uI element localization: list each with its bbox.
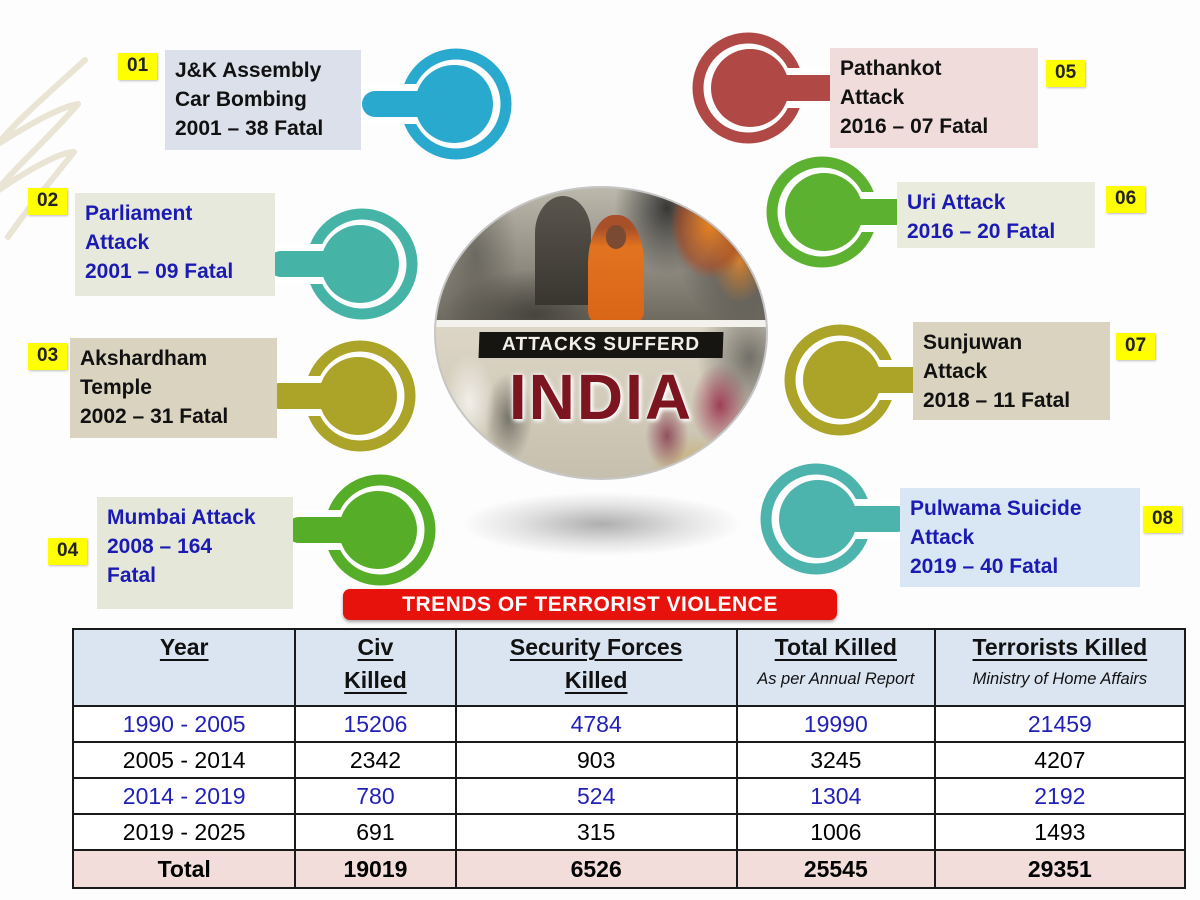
callout-06-text (897, 182, 1095, 248)
center-image (434, 186, 768, 480)
center-image-bottom-collage (436, 327, 766, 478)
callout-08-marker-icon (756, 461, 916, 577)
callout-line: Mumbai Attack (107, 506, 256, 529)
callout-02-text (75, 193, 275, 296)
cell-period: 2019 - 2025 (73, 814, 295, 850)
cell-period: 2005 - 2014 (73, 742, 295, 778)
callout-05-number-badge: 05 (1046, 60, 1085, 87)
cell-security: 315 (456, 814, 737, 850)
attacks-suffered-caption: ATTACKS SUFFERD (478, 332, 723, 358)
callout-06-number-badge: 06 (1106, 186, 1145, 213)
callout-line: J&K Assembly (175, 59, 322, 82)
callout-line: 2001 – 38 Fatal (175, 116, 324, 140)
center-image-shadow (462, 492, 742, 556)
callout-03-marker-icon (260, 338, 420, 454)
cell-security: 524 (456, 778, 737, 814)
callout-line: Temple (80, 375, 152, 399)
table-row (73, 706, 1185, 742)
callout-08-number-badge: 08 (1143, 506, 1182, 533)
cell-total: 25545 (737, 850, 935, 888)
cell-total: 1304 (737, 778, 935, 814)
cell-civ: 15206 (295, 706, 455, 742)
callout-02-marker-icon (262, 206, 422, 322)
callout-01-text (165, 50, 361, 150)
callout-line: Uri Attack (907, 191, 1006, 214)
cell-terrorists: 4207 (935, 742, 1185, 778)
callout-05-text (830, 48, 1038, 148)
callout-04-number-badge: 04 (48, 538, 87, 565)
cell-civ: 691 (295, 814, 455, 850)
header-terrorists-killed: Terrorists Killed Ministry of Home Affairs (935, 629, 1185, 706)
cell-civ: 19019 (295, 850, 455, 888)
callout-05-marker-icon (688, 30, 848, 146)
cell-civ: 780 (295, 778, 455, 814)
callout-line: 2008 – 164 (107, 534, 213, 558)
header-year: Year (73, 629, 295, 706)
cell-total: 19990 (737, 706, 935, 742)
table-row (73, 814, 1185, 850)
header-total-killed: Total Killed As per Annual Report (737, 629, 935, 706)
cell-period: Total (73, 850, 295, 888)
callout-line: 2016 – 20 Fatal (907, 219, 1056, 243)
trends-table (72, 628, 1186, 889)
section-title-banner: TRENDS OF TERRORIST VIOLENCE (343, 589, 837, 620)
cell-terrorists: 29351 (935, 850, 1185, 888)
header-security-forces-killed: Security Forces Killed (456, 629, 737, 706)
callout-line: Attack (910, 525, 975, 549)
center-image-top-collage (436, 188, 766, 321)
cell-security: 4784 (456, 706, 737, 742)
callout-line: 2016 – 07 Fatal (840, 114, 989, 138)
callout-line: Sunjuwan (923, 331, 1023, 354)
table-header-row (73, 629, 1185, 706)
cell-period: 1990 - 2005 (73, 706, 295, 742)
callout-line: Pulwama Suicide (910, 497, 1082, 520)
praying-woman-figure (588, 215, 644, 322)
callout-line: 2019 – 40 Fatal (910, 554, 1059, 578)
callout-line: Attack (923, 359, 988, 383)
cell-security: 903 (456, 742, 737, 778)
callout-01-number-badge: 01 (118, 53, 157, 80)
table-total-row (73, 850, 1185, 888)
callout-08-text (900, 488, 1140, 587)
callout-line: 2018 – 11 Fatal (923, 388, 1071, 412)
callout-line: 2001 – 09 Fatal (85, 259, 234, 283)
cell-terrorists: 21459 (935, 706, 1185, 742)
callout-line: Akshardham (80, 347, 208, 370)
callout-line: Pathankot (840, 57, 942, 80)
callout-01-marker-icon (356, 46, 516, 162)
callout-line: Parliament (85, 202, 193, 225)
callout-07-number-badge: 07 (1116, 333, 1155, 360)
cell-terrorists: 1493 (935, 814, 1185, 850)
cell-total: 1006 (737, 814, 935, 850)
table-row (73, 742, 1185, 778)
callout-line: Attack (85, 230, 150, 254)
callout-02-number-badge: 02 (28, 188, 67, 215)
cell-security: 6526 (456, 850, 737, 888)
callout-line: Car Bombing (175, 87, 307, 111)
callout-03-number-badge: 03 (28, 343, 67, 370)
india-title-text: INDIA (508, 361, 694, 434)
cell-civ: 2342 (295, 742, 455, 778)
center-image-divider (436, 320, 766, 327)
cell-total: 3245 (737, 742, 935, 778)
header-civ-killed: Civ Killed (295, 629, 455, 706)
callout-04-text (97, 497, 293, 609)
callout-04-marker-icon (280, 472, 440, 588)
callout-03-text (70, 338, 277, 438)
callout-line: 2002 – 31 Fatal (80, 404, 229, 428)
cell-period: 2014 - 2019 (73, 778, 295, 814)
callout-07-text (913, 322, 1110, 420)
table-row (73, 778, 1185, 814)
cell-terrorists: 2192 (935, 778, 1185, 814)
callout-line: Fatal (107, 563, 157, 587)
callout-line: Attack (840, 85, 905, 109)
mosque-arch-silhouette (535, 196, 591, 305)
